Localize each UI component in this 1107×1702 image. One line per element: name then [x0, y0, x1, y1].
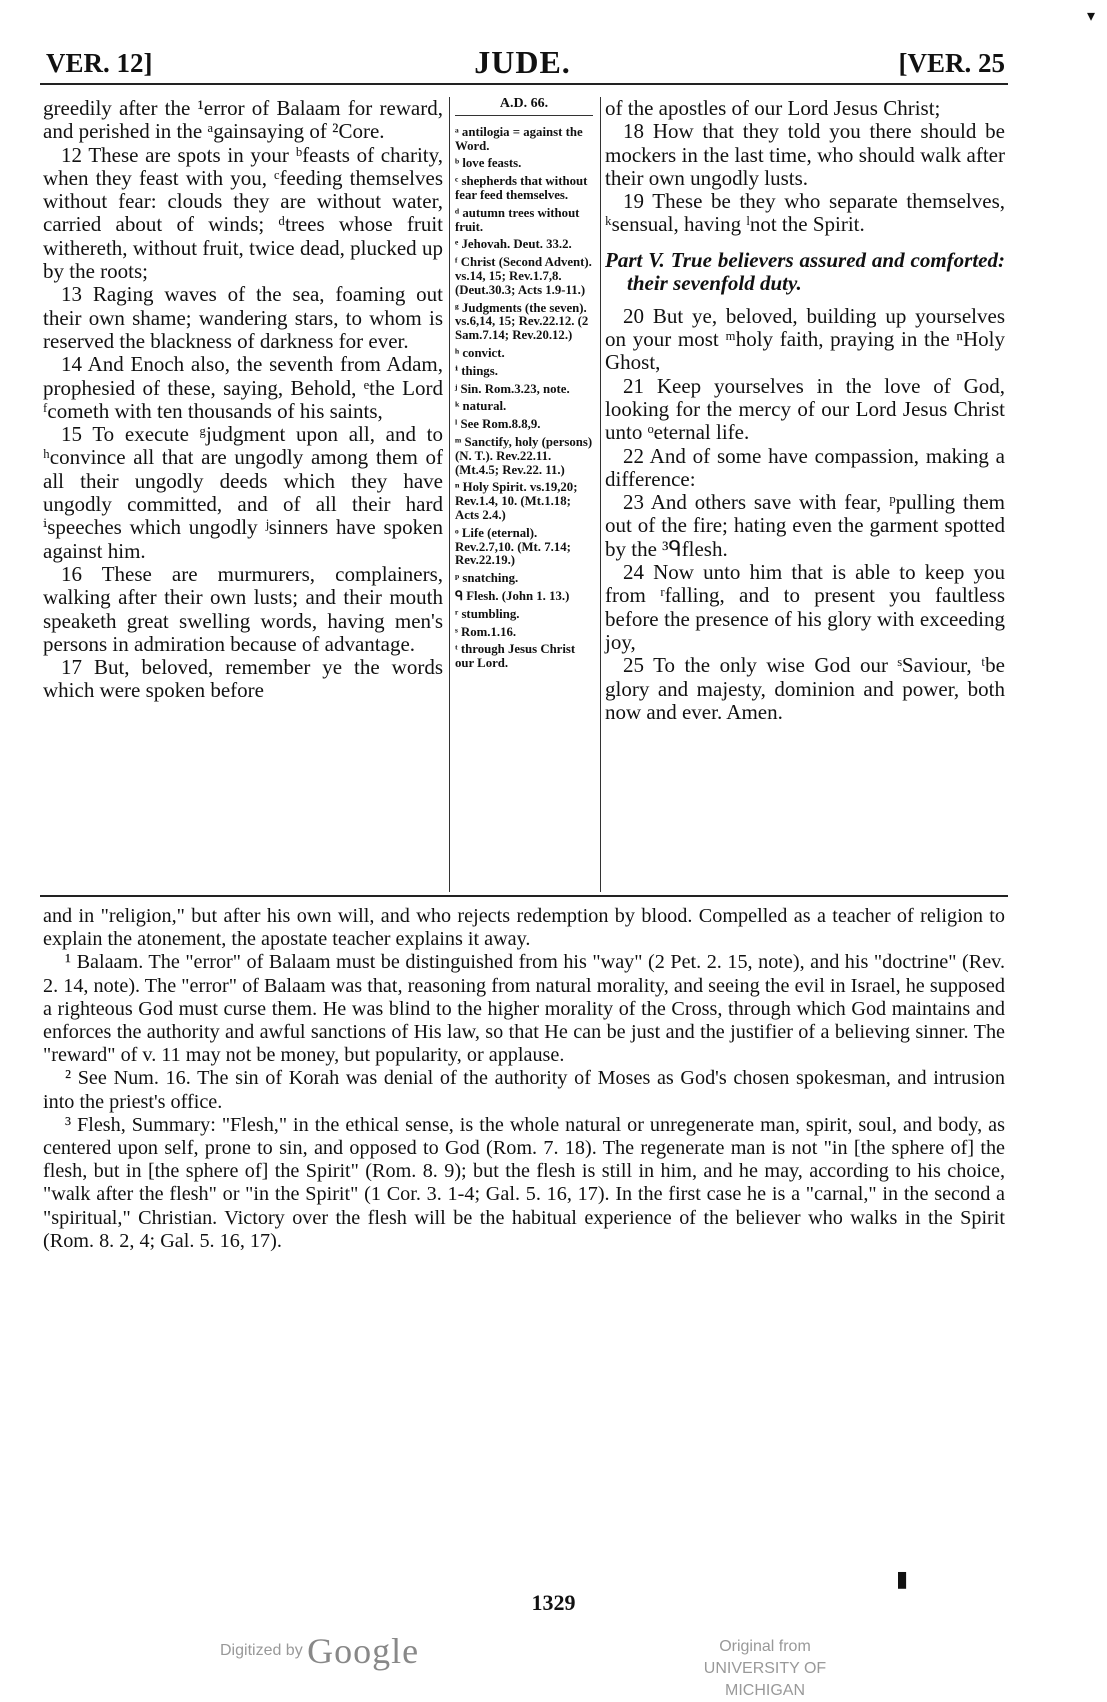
margin-note: ʰ convict.: [455, 345, 505, 360]
verse-paragraph: of the apostles of our Lord Jesus Christ;: [605, 96, 941, 120]
original-from-label: Original from: [719, 1638, 811, 1655]
verse-paragraph: 23 And others save with fear, ᵖpulling them out of the fire; hating even the garment spotted by the ³ᑫflesh.: [605, 490, 1005, 561]
margin-note: ᵐ Sanctify, holy (persons) (N. T.). Rev.22.11. (Mt.4.5; Rev.22. 11.): [455, 434, 593, 477]
footnote-paragraph: ¹ Balaam. The "error" of Balaam must be distinguished from his "way" (2 Pet. 2. 15, note), and his "doctrine" (Rev. 2. 14, note). The "error" of Balaam was that, reasoning from natural morality, and seeing the evil in Israel, he supposed a righteous God must curse them. He was blind to the higher morality of the Cross, through which God maintains and enforces the authority and awful sanctions of His law, so that He can be just and the justifier of a believing sinner. The "reward" of v. 11 may not be money, but popularity, or applause.: [43, 951, 1005, 1067]
margin-note: ᵖ snatching.: [455, 571, 519, 586]
commentary-rule: [40, 895, 1008, 897]
verse-paragraph: 22 And of some have compassion, making a difference:: [605, 443, 1005, 491]
margin-note: ᵗ through Jesus Christ our Lord.: [455, 642, 576, 671]
margin-note: ʲ Sin. Rom.3.23, note.: [455, 381, 570, 396]
header-book-title: JUDE.: [474, 44, 571, 80]
margin-note: ⁿ Holy Spirit. vs.19,20; Rev.1.4, 10. (Mt.1.18; Acts 2.4.): [455, 480, 578, 522]
verse-paragraph: 15 To execute ᵍjudgment upon all, and to ʰconvince all that are ungodly among them of all their ungodly deeds which they have ungodly committed, and of all their hard ⁱspeeches which ungodly ʲsinners have spoken against him.: [43, 422, 443, 563]
margin-note: ˡ See Rom.8.8,9.: [455, 417, 541, 432]
header-right: [VER. 25: [898, 48, 1005, 78]
header-left: VER. 12]: [46, 48, 153, 78]
verse-paragraph: greedily after the ¹error of Balaam for reward, and perished in the ᵃgainsaying of ²Core.: [43, 96, 443, 144]
verse-paragraph: 18 How that they told you there should be mockers in the last time, who should walk after their own ungodly lusts.: [605, 119, 1005, 190]
margin-note: ˢ Rom.1.16.: [455, 624, 517, 639]
header-rule: [40, 83, 1008, 85]
commentary-section: [43, 905, 1005, 1253]
page-number: 1329: [531, 1590, 576, 1615]
margin-note: ᵏ natural.: [455, 399, 507, 414]
margin-note: ᵇ love feasts.: [455, 156, 522, 171]
margin-date: A.D. 66.: [455, 97, 593, 116]
margin-note: ᵈ autumn trees without fruit.: [455, 205, 580, 234]
column-divider-left: [449, 97, 450, 892]
margin-note: ᵒ Life (eternal). Rev.2.7,10. (Mt. 7.14; Rev.22.19.): [455, 525, 571, 568]
margin-note: ᵉ Jehovah. Deut. 33.2.: [455, 237, 572, 252]
verse-paragraph: 21 Keep yourselves in the love of God, looking for the mercy of our Lord Jesus Christ unto ᵒeternal life.: [605, 373, 1005, 445]
main-text-column: [43, 97, 443, 703]
digitized-by-watermark: [220, 1630, 419, 1672]
margin-note: ᵍ Judgments (the seven). vs.6,14, 15; Rev.22.12. (2 Sam.7.14; Rev.20.12.): [455, 300, 589, 343]
margin-note: ᶜ shepherds that without fear feed themselves.: [455, 174, 588, 202]
column-divider-right: [600, 97, 601, 892]
digitized-by-label: Digitized by: [220, 1642, 303, 1660]
corner-mark: ▾: [1086, 8, 1095, 25]
verse-paragraph: 13 Raging waves of the sea, foaming out their own shame; wandering stars, to whom is reserved the blackness of darkness for ever.: [43, 282, 443, 353]
google-logo: Google: [307, 1631, 420, 1671]
verse-paragraph: 12 These are spots in your ᵇfeasts of charity, when they feast with you, ᶜfeeding themselves without fear: clouds they are without water, carried about of winds; ᵈtrees whose fruit withereth, without fruit, twice dead, plucked up by the roots;: [43, 142, 443, 284]
running-header: [40, 40, 1005, 80]
verse-paragraph: 14 And Enoch also, the seventh from Adam, prophesied of these, saying, Behold, ᵉthe Lord ᶠcometh with ten thousands of his saints,: [43, 352, 443, 423]
original-from-source: UNIVERSITY OF MICHIGAN: [703, 1660, 827, 1699]
margin-note: ᵃ antilogia = against the Word.: [455, 124, 583, 153]
margin-note: ʳ stumbling.: [455, 606, 520, 621]
verse-paragraph: 25 To the only wise God our ˢSaviour, ᵗbe glory and majesty, dominion and power, both now and ever. Amen.: [605, 653, 1005, 724]
speck-mark: ▮: [896, 1566, 909, 1591]
verse-paragraph: 19 These be they who separate themselves, ᵏsensual, having ˡnot the Spirit.: [605, 189, 1005, 237]
commentary-paragraph: and in "religion," but after his own will, and who rejects redemption by blood. Compelled as a teacher of religion to explain the atonement, the apostate teacher explains it away.: [43, 905, 1005, 951]
verse-paragraph: 24 Now unto him that is able to keep you from ʳfalling, and to present you faultless before the presence of his glory with exceeding joy,: [605, 560, 1005, 654]
section-heading: Part V. True believers assured and comforted: their sevenfold duty.: [605, 247, 1005, 295]
verse-paragraph: 20 But ye, beloved, building up yourselves on your most ᵐholy faith, praying in the ⁿHoly Ghost,: [605, 303, 1005, 375]
original-from-watermark: [665, 1636, 865, 1702]
verse-paragraph: 17 But, beloved, remember ye the words which were spoken before: [43, 655, 443, 703]
verse-paragraph: 16 These are murmurers, complainers, walking after their own lusts; and their mouth speaketh great swelling words, having men's persons in admiration because of advantage.: [43, 561, 443, 656]
footnote-paragraph: ³ Flesh, Summary: "Flesh," in the ethical sense, is the whole natural or unregenerate man, spirit, soul, and body, as centered upon self, prone to sin, and opposed to God (Rom. 7. 18). The regenerate man is not "in [the sphere of] the flesh, but in [the sphere of] the Spirit" (Rom. 8. 9); but the flesh is still in him, and he may, according to his choice, "walk after the flesh" or "in the Spirit" (1 Cor. 3. 1-4; Gal. 5. 16, 17). In the first case he is a "carnal," in the second a "spiritual," Christian. Victory over the flesh will be the habitual experience of the believer who walks in the Spirit (Rom. 8. 2, 4; Gal. 5. 16, 17).: [43, 1113, 1005, 1252]
right-text-column: [605, 97, 1005, 724]
margin-note: ⁱ things.: [455, 363, 498, 378]
margin-note: ᶠ Christ (Second Advent). vs.14, 15; Rev.1.7,8. (Deut.30.3; Acts 1.9-11.): [455, 255, 592, 297]
footnote-paragraph: ² See Num. 16. The sin of Korah was denial of the authority of Moses as God's chosen spokesman, and intrusion into the priest's office.: [43, 1067, 1005, 1113]
margin-notes-column: [455, 97, 593, 675]
margin-note: ᑫ Flesh. (John 1. 13.): [455, 588, 570, 603]
